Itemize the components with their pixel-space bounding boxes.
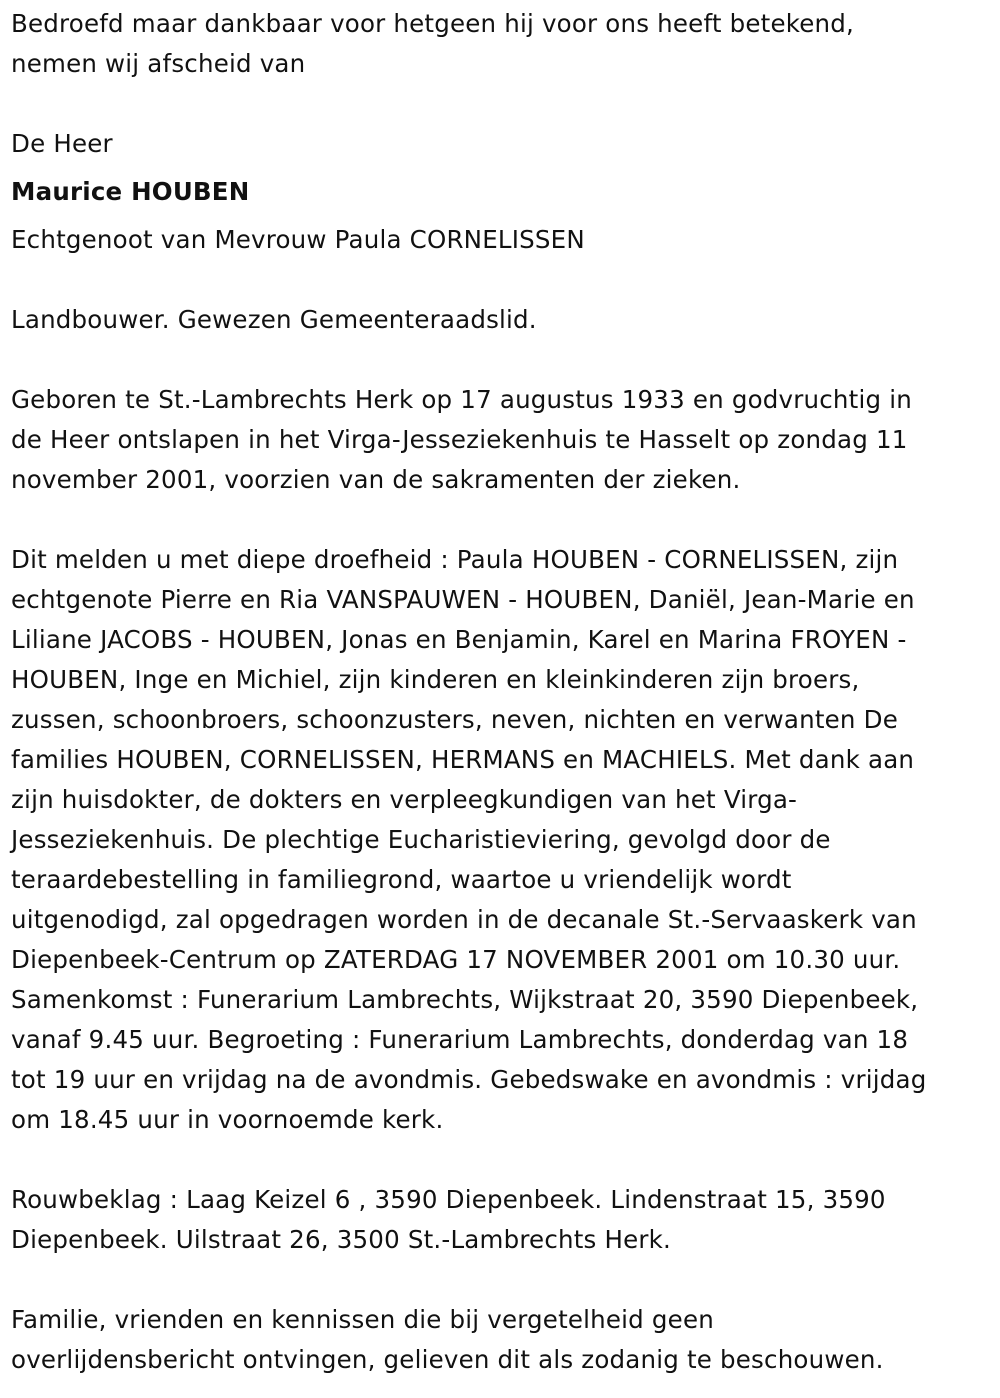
spacer [11, 1260, 986, 1300]
spacer [11, 500, 986, 540]
obituary-document [11, 4, 986, 1380]
spacer [11, 260, 986, 300]
birth-death-paragraph: Geboren te St.-Lambrechts Herk op 17 augustus 1933 en godvruchtig in de Heer ontslapen in het Virga-Jesseziekenhuis te Hasselt op zondag 11 november 2001, voorzien van de sakramenten der zieken. [11, 385, 912, 494]
spouse-line: Echtgenoot van Mevrouw Paula CORNELISSEN [11, 225, 585, 254]
spacer [11, 212, 986, 220]
title-prefix: De Heer [11, 129, 113, 158]
intro-paragraph: Bedroefd maar dankbaar voor hetgeen hij voor ons heeft betekend, nemen wij afscheid van [11, 9, 854, 78]
spacer [11, 340, 986, 380]
spacer [11, 1140, 986, 1180]
deceased-name: Maurice HOUBEN [11, 177, 250, 206]
condolences-paragraph: Rouwbeklag : Laag Keizel 6 , 3590 Diepenbeek. Lindenstraat 15, 3590 Diepenbeek. Uilstraat 26, 3500 St.-Lambrechts Herk. [11, 1185, 886, 1254]
spacer [11, 84, 986, 124]
occupation-line: Landbouwer. Gewezen Gemeenteraadslid. [11, 305, 537, 334]
announcement-paragraph: Dit melden u met diepe droefheid : Paula HOUBEN - CORNELISSEN, zijn echtgenote Pierre en Ria VANSPAUWEN - HOUBEN, Daniël, Jean-Marie en Liliane JACOBS - HOUBEN, Jonas en Benjamin, Karel en Marina FROYEN - HOUBEN, Inge en Michiel, zijn kinderen en kleinkinderen zijn broers, zussen, schoonbroers, schoonzusters, neven, nichten en verwanten De families HOUBEN, CORNELISSEN, HERMANS en MACHIELS. Met dank aan zijn huisdokter, de dokters en verpleegkundigen van het Virga- Jesseziekenhuis. De plechtige Eucharistieviering, gevolgd door de teraardebestelling in familiegrond, waartoe u vriendelijk wordt uitgenodigd, zal opgedragen worden in de decanale St.-Servaaskerk van Diepenbeek-Centrum op ZATERDAG 17 NOVEMBER 2001 om 10.30 uur. Samenkomst : Funerarium Lambrechts, Wijkstraat 20, 3590 Diepenbeek, vanaf 9.45 uur. Begroeting : Funerarium Lambrechts, donderdag van 18 tot 19 uur en vrijdag na de avondmis. Gebedswake en avondmis : vrijdag om 18.45 uur in voornoemde kerk. [11, 545, 927, 1134]
closing-paragraph: Familie, vrienden en kennissen die bij vergetelheid geen overlijdensbericht ontvingen, gelieven dit als zodanig te beschouwen. [11, 1305, 884, 1374]
spacer [11, 164, 986, 172]
